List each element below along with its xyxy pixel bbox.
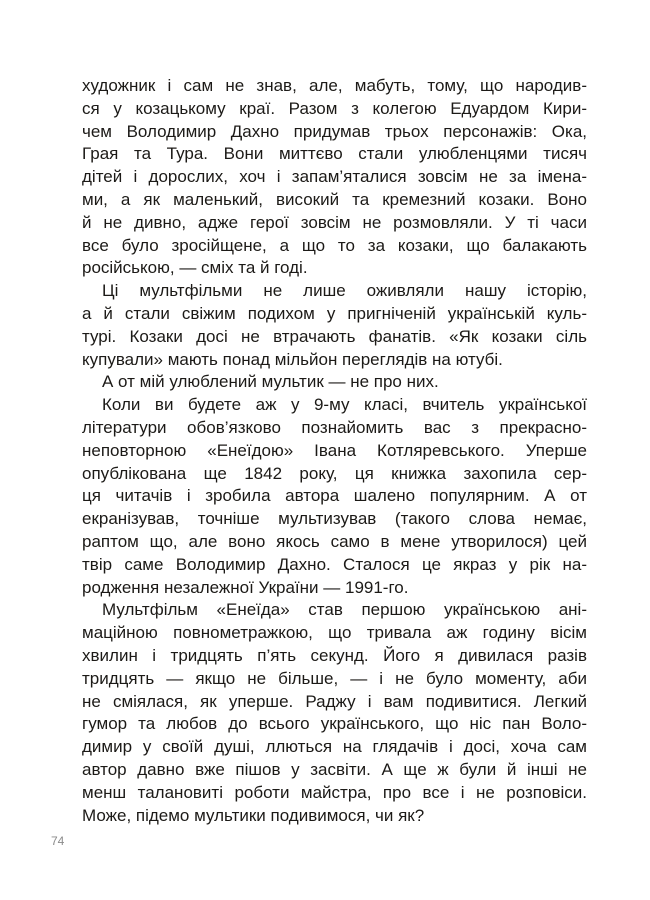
text-line: художник і сам не знав, але, мабуть, тому, що народив- — [82, 76, 587, 95]
text-line: твір саме Володимир Дахно. Сталося це якраз у рік на- — [82, 554, 587, 574]
text-line: російською, — сміх та й годі. — [82, 258, 308, 278]
text-line: неповторною «Енеїдою» Івана Котляревського. Уперше — [82, 440, 587, 460]
text-line: маційною повнометражкою, що тривала аж годину вісім — [82, 623, 587, 643]
page-number: 74 — [51, 834, 65, 848]
text-line: А от мій улюблений мультик — не про них. — [102, 372, 439, 392]
text-line: ця читачів і зробила автора шалено популярним. А от — [82, 486, 587, 506]
text-line: Грая та Тура. Вони миттєво стали улюбленцями тисяч — [82, 144, 587, 164]
text-line: Ці мультфільми не лише оживляли нашу історію, — [102, 281, 587, 301]
text-line: Може, підемо мультики подивимося, чи як? — [82, 805, 425, 825]
text-line: ся у козацькому краї. Разом з колегою Едуардом Кири- — [82, 98, 587, 118]
text-line: екранізував, точніше мультизував (такого слова немає, — [82, 509, 587, 529]
text-line: й не дивно, адже герої зовсім не розмовляли. У ті часи — [82, 212, 587, 232]
text-line: менш талановиті роботи майстра, про все і не розповіси. — [82, 782, 587, 802]
text-line: не сміялася, як уперше. Раджу і вам подивитися. Легкий — [82, 691, 587, 711]
text-line: купували» мають понад мільйон переглядів на ютубі. — [82, 349, 503, 369]
text-line: літератури обов’язково познайомить вас з прекрасно- — [82, 417, 587, 437]
body-text — [82, 75, 587, 827]
text-line: раптом що, але воно якось само в мене утворилося) цей — [82, 531, 587, 551]
text-line: родження незалежної України — 1991-го. — [82, 577, 409, 597]
text-line: ми, а як маленький, високий та кремезний козаки. Воно — [82, 189, 587, 209]
text-line: турі. Козаки досі не втрачають фанатів. «Як козаки сіль — [82, 326, 587, 346]
text-line: гумор та любов до всього українського, що ніс пан Воло- — [82, 714, 587, 734]
text-line: чем Володимир Дахно придумав трьох персонажів: Ока, — [82, 121, 587, 141]
text-line: дітей і дорослих, хоч і запам’яталися зовсім не за імена- — [82, 167, 587, 187]
text-line: димир у своїй душі, ллються на глядачів і досі, хоча сам — [82, 737, 587, 757]
text-line: автор давно вже пішов у засвіти. А ще ж були й інші не — [82, 759, 587, 779]
text-line: Мультфільм «Енеїда» став першою українською ані- — [102, 600, 587, 620]
text-line: а й стали свіжим подихом у пригніченій українській куль- — [82, 303, 587, 323]
text-line: хвилин і тридцять п’ять секунд. Його я дивилася разів — [82, 645, 587, 665]
text-line: Коли ви будете аж у 9-му класі, вчитель української — [102, 395, 587, 415]
text-line: опублікована ще 1842 року, ця книжка захопила сер- — [82, 463, 587, 483]
text-line: тридцять — якщо не більше, — і не було моменту, аби — [82, 668, 587, 688]
text-line: все було зросійщене, а що то за козаки, що балакають — [82, 235, 587, 255]
